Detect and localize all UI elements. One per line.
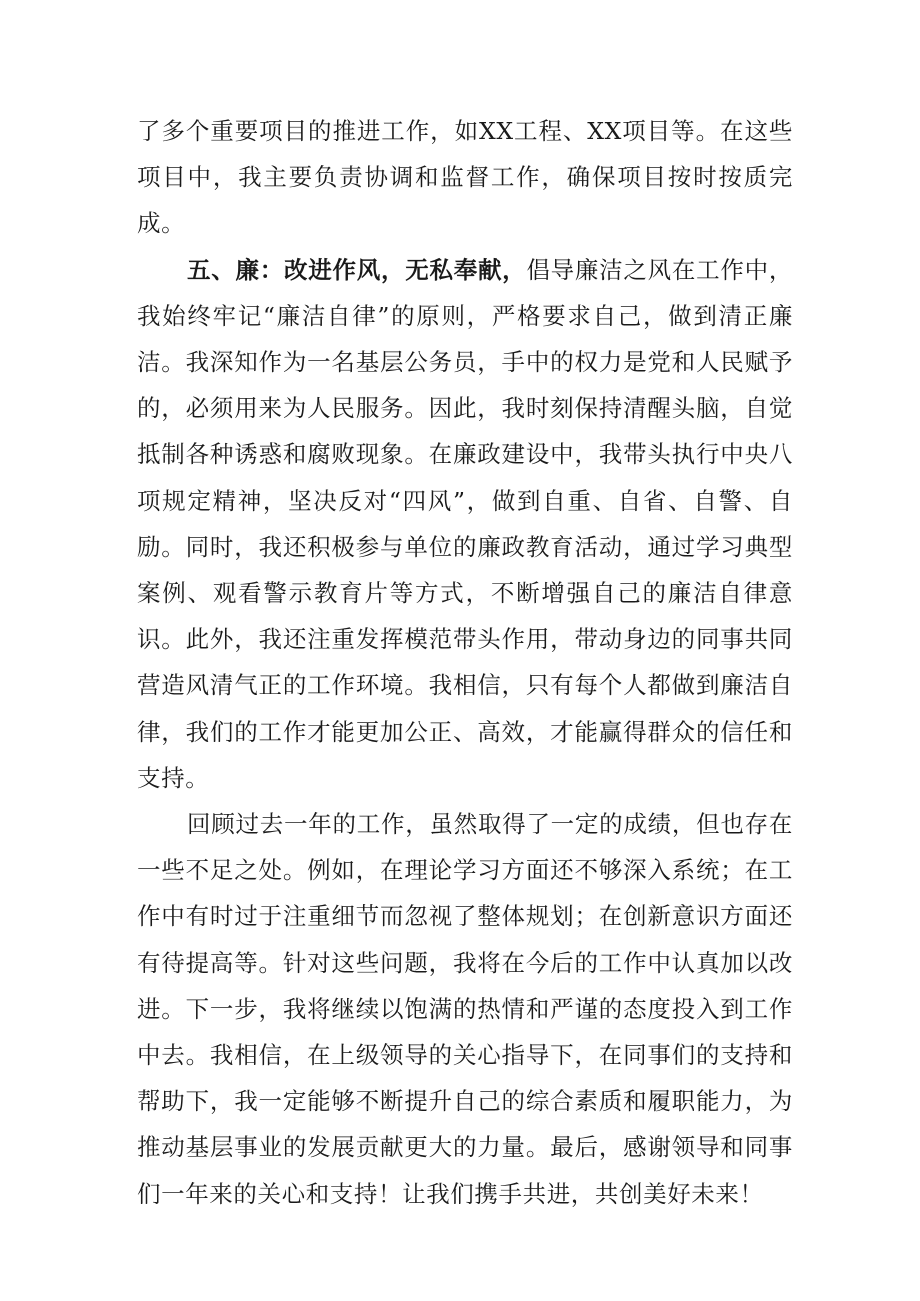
paragraph-continuation xyxy=(137,108,793,247)
paragraph-conclusion xyxy=(137,801,793,1217)
paragraph-text: 回顾过去一年的工作，虽然取得了一定的成绩，但也存在一些不足之处。例如，在理论学习方面还不够深入系统；在工作中有时过于注重细节而忽视了整体规划；在创新意识方面还有待提高等。针对这些问题，我将在今后的工作中认真加以改进。下一步，我将继续以饱满的热情和严谨的态度投入到工作中去。我相信，在上级领导的关心指导下，在同事们的支持和帮助下，我一定能够不断提升自己的综合素质和履职能力，为推动基层事业的发展贡献更大的力量。最后，感谢领导和同事们一年来的关心和支持！让我们携手共进，共创美好未来！ xyxy=(137,810,793,1208)
paragraph-text: 了多个重要项目的推进工作，如XX工程、XX项目等。在这些项目中，我主要负责协调和监督工作，确保项目按时按质完成。 xyxy=(137,117,793,238)
section-heading: 五、廉：改进作风，无私奉献， xyxy=(187,255,527,284)
paragraph-integrity-section xyxy=(137,247,793,801)
paragraph-text: 倡导廉洁之风在工作中，我始终牢记“廉洁自律”的原则，严格要求自己，做到清正廉洁。我深知作为一名基层公务员，手中的权力是党和人民赋予的，必须用来为人民服务。因此，我时刻保持清醒头脑，自觉抵制各种诱惑和腐败现象。在廉政建设中，我带头执行中央八项规定精神，坚决反对“四风”，做到自重、自省、自警、自励。同时，我还积极参与单位的廉政教育活动，通过学习典型案例、观看警示教育片等方式，不断增强自己的廉洁自律意识。此外，我还注重发挥模范带头作用，带动身边的同事共同营造风清气正的工作环境。我相信，只有每个人都做到廉洁自律，我们的工作才能更加公正、高效，才能赢得群众的信任和支持。 xyxy=(137,255,793,792)
document-body xyxy=(137,108,793,1217)
